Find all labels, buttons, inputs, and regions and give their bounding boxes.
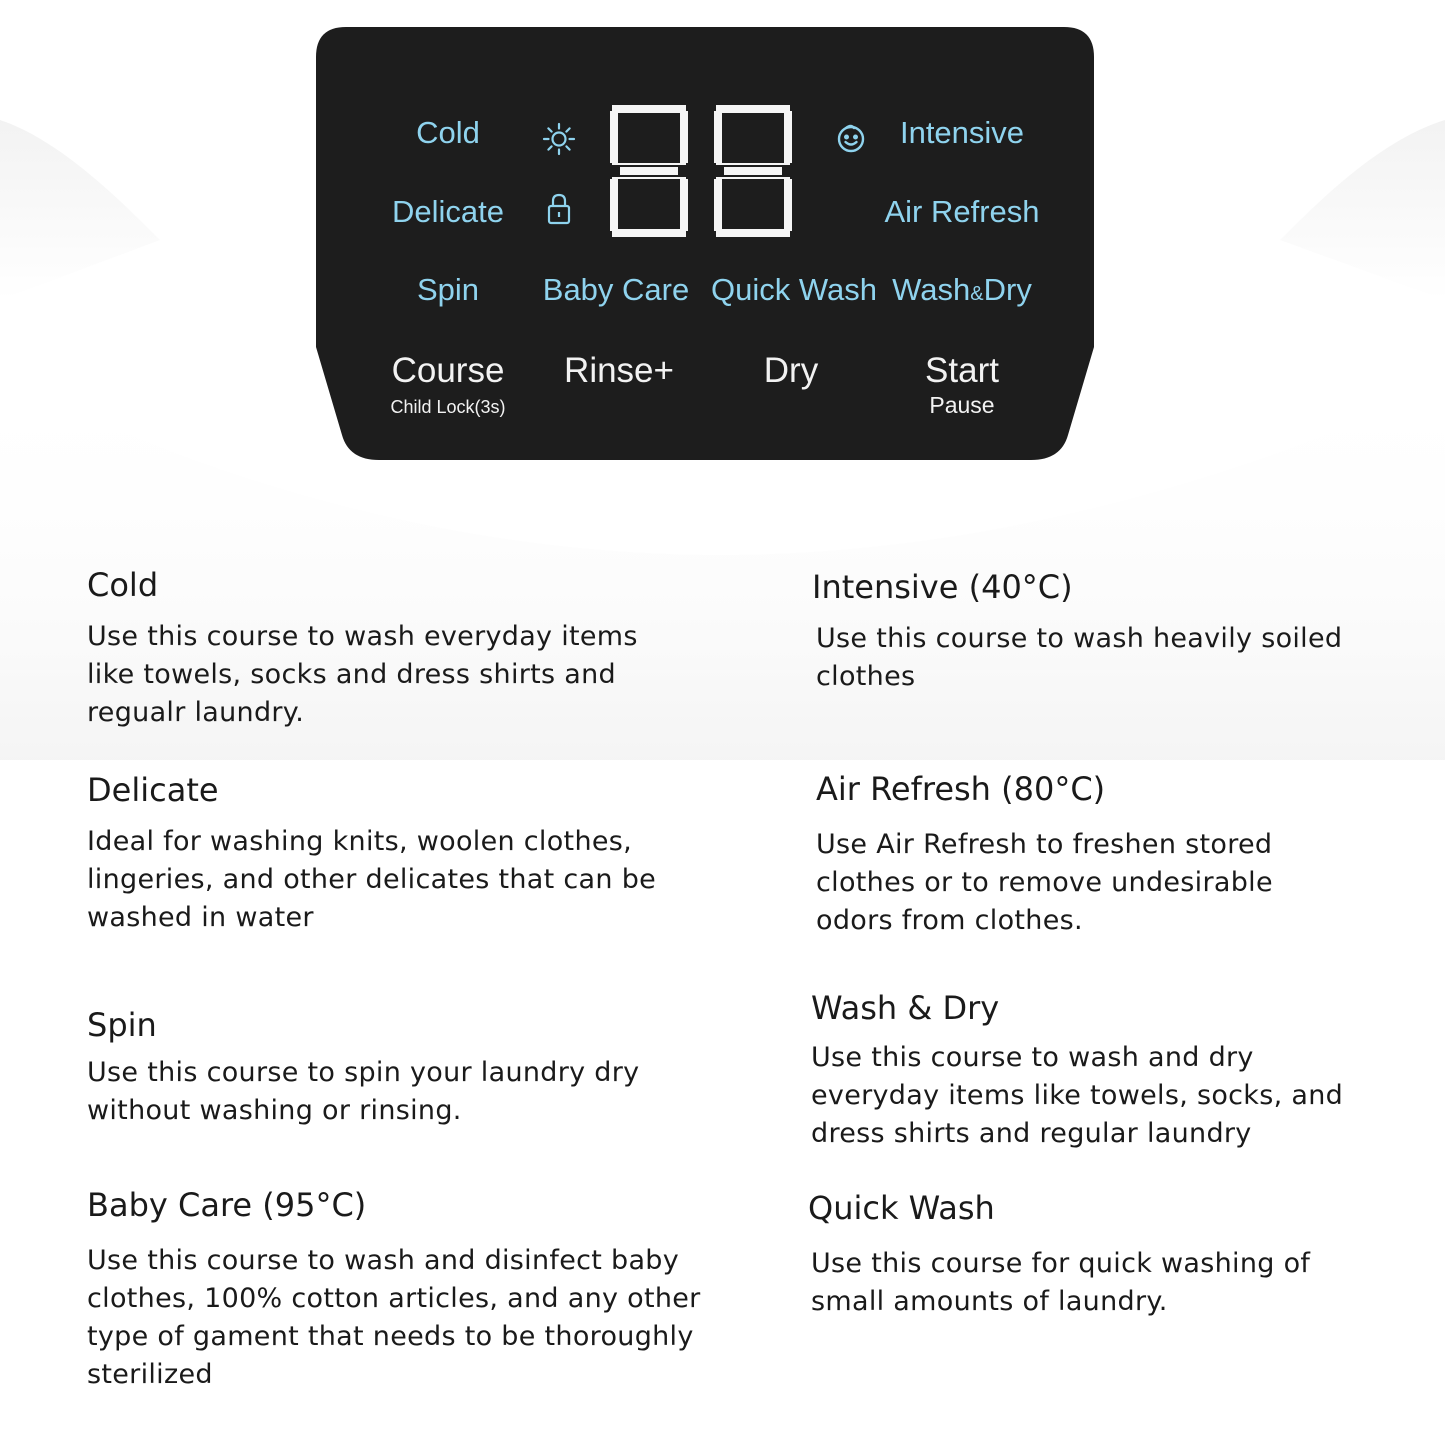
- cold-indicator: Cold: [416, 115, 480, 150]
- baby-face-icon: [835, 122, 867, 154]
- sun-icon: [542, 122, 576, 156]
- dry-button[interactable]: Dry: [763, 351, 819, 390]
- course-title: Baby Care (95°C): [87, 1186, 367, 1224]
- course-text: Ideal for washing knits, woolen clothes, lingeries, and other delicates that can be washed in water: [87, 826, 657, 933]
- course-desc-spin: [87, 1006, 727, 1130]
- control-panel: [316, 27, 1094, 460]
- course-title: Cold: [87, 566, 159, 604]
- course-text: Use this course to wash and dry everyday items like towels, socks, and dress shirts and regular laundry: [811, 1042, 1344, 1149]
- course-button[interactable]: [390, 353, 505, 416]
- start-label: Start: [925, 351, 999, 390]
- child-lock-label: Child Lock(3s): [390, 397, 506, 417]
- course-desc-intensive: [812, 568, 1412, 696]
- course-desc-cold: [87, 566, 727, 732]
- course-text: Use Air Refresh to freshen stored clothes or to remove undesirable odors from clothes.: [816, 829, 1273, 936]
- course-title: Air Refresh (80°C): [816, 770, 1106, 808]
- course-title: Delicate: [87, 771, 219, 809]
- course-text: Use this course to wash everyday items like towels, socks and dress shirts and regualr laundry.: [87, 621, 638, 728]
- baby-care-indicator: Baby Care: [542, 272, 690, 307]
- pause-label: Pause: [929, 392, 995, 418]
- course-desc-quick-wash: [808, 1189, 1408, 1321]
- course-desc-delicate: [87, 771, 727, 937]
- course-text: Use this course to wash and disinfect baby clothes, 100% cotton articles, and any other type of gament that needs to be thoroughly sterilized: [87, 1245, 701, 1390]
- course-title: Spin: [87, 1006, 157, 1044]
- quick-wash-indicator: Quick Wash: [711, 272, 877, 307]
- seven-segment-display: [604, 105, 804, 240]
- course-desc-wash-dry: [811, 989, 1411, 1153]
- course-title: Quick Wash: [808, 1189, 995, 1227]
- course-title: Wash & Dry: [811, 989, 1000, 1027]
- start-pause-button[interactable]: [925, 353, 999, 417]
- course-text: Use this course to spin your laundry dry without washing or rinsing.: [87, 1057, 640, 1126]
- course-desc-baby-care: [87, 1186, 767, 1394]
- course-button-label: Course: [391, 351, 505, 390]
- wash-dry-indicator: Wash&Dry: [892, 272, 1032, 307]
- course-text: Use this course for quick washing of small amounts of laundry.: [811, 1248, 1311, 1317]
- rinse-button[interactable]: Rinse+: [564, 351, 674, 390]
- air-refresh-indicator: Air Refresh: [884, 194, 1040, 229]
- intensive-indicator: Intensive: [899, 115, 1025, 150]
- spin-indicator: Spin: [416, 272, 480, 307]
- course-text: Use this course to wash heavily soiled clothes: [816, 623, 1343, 692]
- course-desc-air-refresh: [816, 770, 1416, 940]
- course-title: Intensive (40°C): [812, 568, 1073, 606]
- lock-icon: [547, 193, 571, 225]
- delicate-indicator: Delicate: [392, 194, 504, 229]
